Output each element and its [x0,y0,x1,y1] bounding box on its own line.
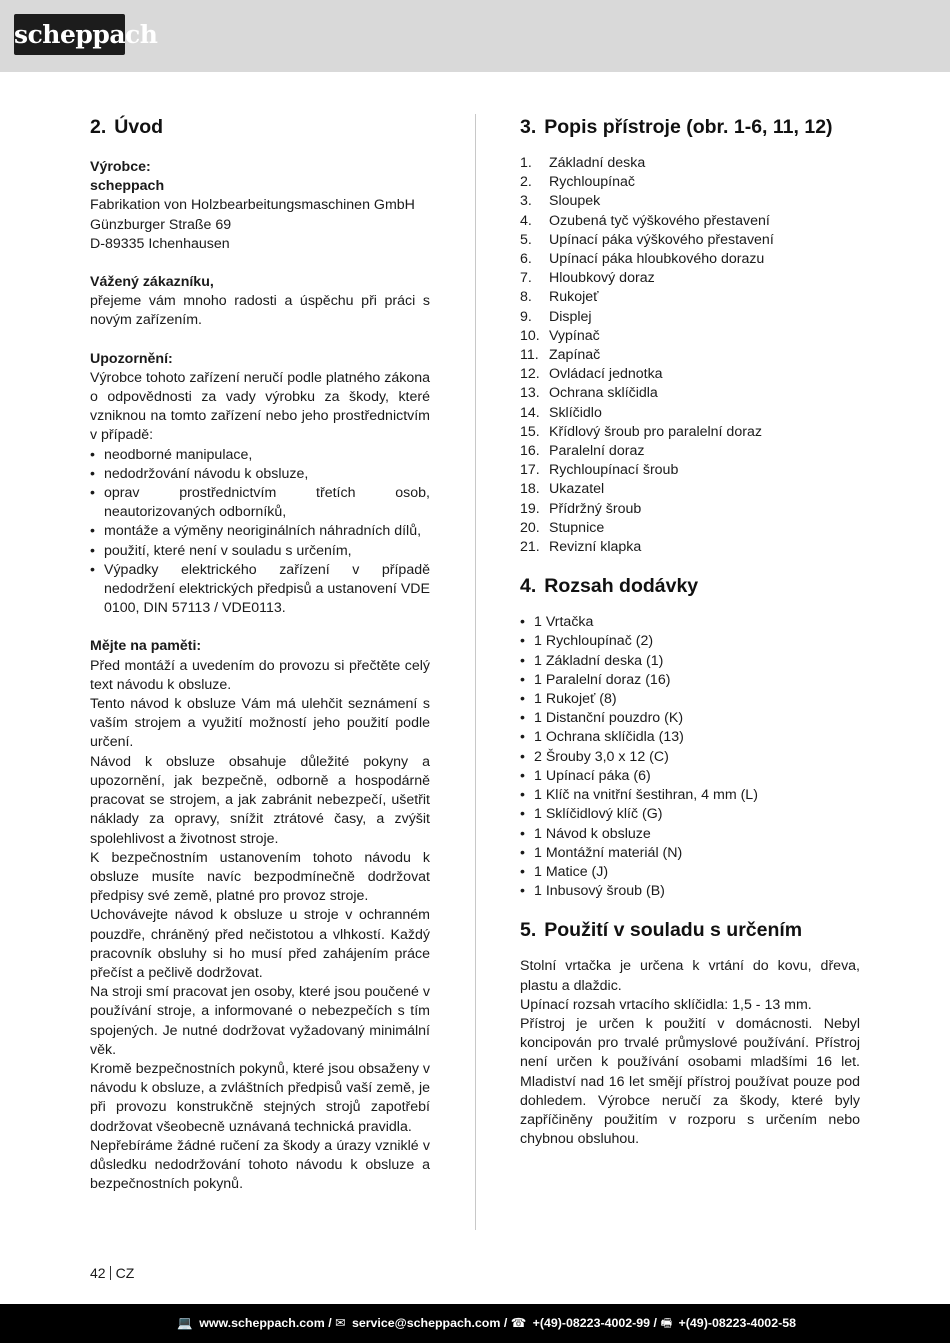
item-label: Vypínač [549,327,600,344]
list-item [520,384,860,403]
list-item [520,269,860,288]
item-number: 14. [520,404,540,421]
delivery-list [520,613,860,901]
section-title-device-description: 3. Popis přístroje (obr. 1-6, 11, 12) [520,116,833,138]
item-label: Rychloupínač [549,174,635,191]
list-item: • nedodržování návodu k obsluze, [90,465,430,484]
list-item [520,423,860,442]
item-label: Ochrana sklíčidla [549,385,658,402]
footer-bar: 💻 www.scheppach.com / ✉ service@scheppach.com / ☎ +(49)-08223-4002-99 / 🖷 +(49)-08223-4002-58 [0,1304,950,1343]
paragraph: Tento návod k obsluze Vám má ulehčit seznámení s vaším strojem a využití možností jeho použití podle určení. [90,696,430,751]
section-title-introduction: 2. Úvod [90,116,164,138]
item-label: Základní deska [549,155,646,171]
item-number: 6. [520,251,532,268]
manufacturer-line: D-89335 Ichenhausen [90,235,230,252]
item-number: 12. [520,366,540,383]
list-item: • Výpadky elektrického zařízení v případě nedodržení elektrických předpisů a ustanovení VDE 0100, DIN 57113 / VDE0113. [90,561,430,619]
item-number: 10. [520,327,540,344]
item-label: Zapínač [549,347,601,364]
item-number: 17. [520,462,540,479]
paragraph: Stolní vrtačka je určena k vrtání do kovu, dřeva, plastu a dlaždic. [520,958,860,994]
section-title-scope-of-delivery: 4. Rozsah dodávky [520,575,699,598]
item-number: 18. [520,481,540,498]
item-number: 11. [520,347,539,364]
list-item: • 1 Rychloupínač (2) [520,632,860,651]
footer-email-link[interactable]: service@scheppach.com [351,1316,501,1330]
item-label: Sklíčidlo [549,404,602,421]
item-label: Křídlový šroub pro paralelní doraz [549,423,762,440]
fax-icon: 🖷 [660,1316,673,1330]
footer-phone: +(49)-08223-4002-99 [532,1316,651,1330]
footer-website-link[interactable]: www.scheppach.com [199,1316,325,1330]
left-column [90,114,430,1194]
item-label: Upínací páka výškového přestavení [549,231,774,248]
item-number: 7. [520,270,532,287]
mail-icon: ✉ [335,1316,346,1330]
page-number: 42 CZ [90,1265,135,1281]
list-item: • 1 Základní deska (1) [520,652,860,671]
item-number: 3. [520,193,532,210]
paragraph: Před montáží a uvedením do provozu si přečtěte celý text návodu k obsluze. [90,657,430,693]
list-item: • neodborné manipulace, [90,446,430,465]
paragraph: Návod k obsluze obsahuje důležité pokyny a upozornění, jak bezpečně, odborně a hospodárně pracovat se strojem, a jak zabránit nebezpečí, ušetřit náklady za opravy, snížit ztrátové časy, a zvýšit spolehlivost a životnost stroje. [90,753,430,847]
greeting-label: Vážený zákazníku, [90,274,214,291]
section-title-intended-use: 5. Použití v souladu s určením [520,919,803,942]
item-number: 1. [520,155,532,171]
list-item: • 1 Návod k obsluze [520,825,860,844]
intended-use-block [520,957,860,1149]
item-number: 9. [520,308,532,325]
notice-block [90,350,430,619]
list-item [520,173,860,192]
paragraph: Přístroj je určen k použití v domácnosti. Nebyl koncipován pro trvalé průmyslové používání. Přístroj není určen k používání osobami mladšími 16 let. Mladiství nad 16 let smějí přístroj používat pouze pod dohledem. Výrobce neručí za škody, které byly zapříčiněny použitím v rozporu s určením nebo chybnou obsluhou. [520,1015,860,1148]
item-label: Hloubkový doraz [549,270,655,287]
list-item [520,327,860,346]
item-label: Revizní klapka [549,539,642,556]
list-item [520,346,860,365]
paragraph: Na stroji smí pracovat jen osoby, které jsou poučené v používání stroje, a informované o nebezpečích s tím spojených. Je nutné dodržovat vyžadovaný minimální věk. [90,984,430,1058]
right-column [520,114,860,1149]
greeting-block [90,273,430,331]
manufacturer-name: scheppach [90,178,165,195]
paragraph: Upínací rozsah vrtacího sklíčidla: 1,5 - 13 mm. [520,996,812,1013]
remember-label: Mějte na paměti: [90,638,202,655]
list-item [520,212,860,231]
notice-label: Upozornění: [90,350,173,367]
item-number: 13. [520,385,540,402]
list-item: • 1 Distanční pouzdro (K) [520,709,860,728]
list-item: • oprav prostřednictvím třetích osob, neautorizovaných odborníků, [90,484,430,522]
list-item [520,154,860,173]
item-number: 16. [520,443,540,460]
item-label: Ozubená tyč výškového přestavení [549,212,770,229]
computer-icon: 💻 [177,1316,193,1330]
item-number: 2. [520,174,532,191]
list-item [520,192,860,211]
item-number: 19. [520,500,540,517]
list-item [520,500,860,519]
manufacturer-line: Günzburger Straße 69 [90,216,232,233]
footer-fax: +(49)-08223-4002-58 [678,1316,796,1330]
manufacturer-line: Fabrikation von Holzbearbeitungsmaschinen GmbH [90,197,415,214]
list-item: • montáže a výměny neoriginálních náhradních dílů, [90,522,430,541]
item-number: 4. [520,212,532,229]
paragraph: Nepřebíráme žádné ručení za škody a úrazy vzniklé v důsledku nedodržování tohoto návodu k obsluze a bezpečnostních pokynů. [90,1137,430,1193]
column-divider [475,114,476,1230]
list-item: • 1 Sklíčidlový klíč (G) [520,805,860,824]
parts-list [520,154,860,557]
paragraph: K bezpečnostním ustanovením tohoto návodu k obsluze musíte navíc bezpodmínečně dodržovat předpisy své země, platné pro provoz stroje. [90,849,430,905]
item-number: 8. [520,289,532,306]
notice-text: Výrobce tohoto zařízení neručí podle platného zákona o odpovědnosti za vady výrobku za škody, které vzniknou na tomto zařízení nebo jeho prostřednictvím v případě: [90,369,430,444]
remember-block [90,637,430,1194]
item-number: 5. [520,231,532,248]
item-label: Rychloupínací šroub [549,462,679,479]
notice-bullet-list [90,446,430,619]
paragraph: Kromě bezpečnostních pokynů, které jsou obsaženy v návodu k obsluze, a zvláštních předpisů vaší země, je při provozu konstrukčně stejných strojů zapotřebí dodržovat všeobecně uznávaná technická pravidla. [90,1060,430,1135]
item-label: Upínací páka hloubkového dorazu [549,251,765,268]
item-number: 21. [520,539,540,556]
top-header-bar [0,0,950,72]
list-item [520,365,860,384]
list-item: • 1 Montážní materiál (N) [520,844,860,863]
scheppach-logo: scheppach [14,14,125,55]
greeting-text: přejeme vám mnoho radosti a úspěchu při práci s novým zařízením. [90,293,430,329]
list-item: • 1 Matice (J) [520,863,860,882]
list-item [520,308,860,327]
list-item [520,461,860,480]
list-item [520,480,860,499]
item-label: Stupnice [549,519,605,536]
item-label: Rukojeť [549,289,599,306]
manufacturer-label: Výrobce: [90,159,151,175]
list-item [520,250,860,269]
list-item [520,231,860,250]
item-label: Displej [549,308,592,325]
item-number: 20. [520,519,540,536]
phone-icon: ☎ [510,1316,527,1330]
list-item [520,538,860,557]
item-label: Přídržný šroub [549,500,642,517]
list-item [520,404,860,423]
list-item: • 1 Klíč na vnitřní šestihran, 4 mm (L) [520,786,860,805]
list-item: • 1 Ochrana sklíčidla (13) [520,728,860,747]
list-item: • 1 Inbusový šroub (B) [520,882,860,901]
list-item [520,442,860,461]
list-item: • 2 Šrouby 3,0 x 12 (C) [520,748,860,767]
list-item: • 1 Upínací páka (6) [520,767,860,786]
manufacturer-block [90,158,430,254]
item-label: Sloupek [549,193,601,210]
list-item [520,519,860,538]
list-item: • 1 Vrtačka [520,613,860,632]
paragraph: Uchovávejte návod k obsluze u stroje v ochranném pouzdře, chráněný před nečistotou a vlhkostí. Každý pracovník obsluhy si ho musí před zahájením práce přečíst a pečlivě dodržovat. [90,907,430,981]
list-item: • 1 Rukojeť (8) [520,690,860,709]
item-label: Paralelní doraz [549,443,645,460]
item-label: Ovládací jednotka [549,366,663,383]
list-item [520,288,860,307]
item-number: 15. [520,423,540,440]
item-label: Ukazatel [549,481,605,498]
list-item: • použití, které není v souladu s určením, [90,542,430,561]
list-item: • 1 Paralelní doraz (16) [520,671,860,690]
